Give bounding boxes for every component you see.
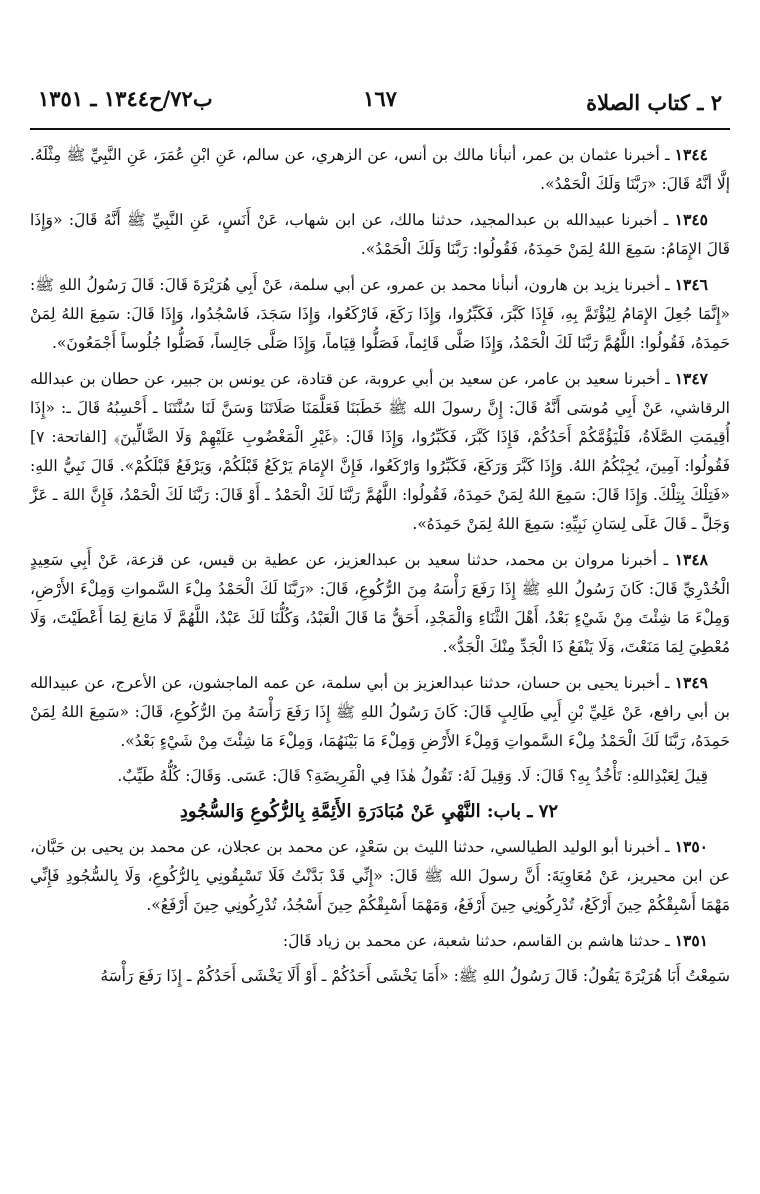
hadith-text: ـ أخبرنا أبو الوليد الطيالسي، حدثنا الليث بن سَعْدٍ، عن محمد بن عجلان، عن محمد بن يحيى بن حَبَّان، عن ابن محيريز، عَنْ مُعَاوِيَةَ: أَنَّ رسولَ الله ﷺ قَالَ: «إِنِّي قَدْ بَدَّنْتُ فَلَا تَسْبِقُونِي بِالرُّكُوعِ، وَلَا بِالسُّجُودِ فَإِنِّي مَهْمَا أَسْبِقْكُمْ حِينَ أَرْكَعُ، تُدْرِكُونِي حِينَ أَرْفَعُ، وَمَهْمَا أَسْبِقْكُمْ حِينَ أَسْجُدُ، تُدْرِكُونِي حِينَ أَرْفَعُ». (30, 838, 730, 914)
header-range: ب٧٢/ح١٣٤٤ ـ ١٣٥١ (38, 86, 213, 111)
hadith-paragraph (30, 205, 730, 264)
hadith-number: ١٣٤٨ (674, 550, 708, 569)
hadith-paragraph (30, 140, 730, 199)
chapter-heading: ٧٢ ـ باب: النَّهْيِ عَنْ مُبَادَرَةِ الأَئِمَّةِ بِالرُّكُوعِ وَالسُّجُودِ (179, 801, 559, 822)
hadith-number: ١٣٤٩ (674, 673, 708, 692)
hadith-paragraph (30, 832, 730, 920)
hadith-number: ١٣٤٧ (674, 369, 708, 388)
hadith-number: ١٣٤٦ (674, 275, 708, 294)
header-chapter: ٢ ـ كتاب الصلاة (586, 90, 722, 115)
hadith-text: ـ أخبرنا عثمان بن عمر، أنبأنا مالك بن أنس، عن الزهري، عن سالم، عَنِ ابْنِ عُمَرَ، عَنِ النَّبِيِّ ﷺ مِثْلَهُ. إلَّا أنَّهُ قَالَ: «رَبَّنَا وَلَكَ الْحَمْدُ». (30, 146, 730, 193)
hadith-number: ١٣٤٥ (674, 210, 708, 229)
hadith-text: ـ أخبرنا يحيى بن حسان، حدثنا عبدالعزيز بن أبي سلمة، عن عمه الماجشون، عن الأعرج، عن عبيدالله بن أبي رافع، عَنْ عَلِيِّ بْنِ أَبِي طَالِبٍ قَالَ: كَانَ رَسُولُ اللهِ ﷺ إِذَا رَفَعَ رَأْسَهُ مِنَ الرُّكُوعِ، قَالَ: «سَمِعَ اللهُ لِمَنْ حَمِدَهُ، رَبَّنَا لَكَ الْحَمْدُ مِلْءَ السَّمواتِ وَمِلْءَ الأَرْضِ وَمِلْءَ مَا بَيْنَهُمَا، وَمِلْءَ مَا شِئْتَ مِنْ شَيْءٍ بَعْدُ». (30, 674, 730, 750)
header-rule (30, 128, 730, 130)
continuation-line: سَمِعْتُ أَبَا هُرَيْرَةَ يَقُولُ: قَالَ رَسُولُ اللهِ ﷺ: «أَمَا يَخْشَى أَحَدُكُمْ ـ أَوْ أَلَا يَخْشَى أَحَدُكُمْ ـ إِذَا رَفَعَ رَأْسَهُ (100, 967, 730, 985)
hadith-number: ١٣٥٠ (674, 837, 708, 856)
hadith-text: ـ أخبرنا مروان بن محمد، حدثنا سعيد بن عبدالعزيز، عن عطية بن قيس، عن قزعة، عَنْ أَبِي سَعِيدٍ الْخُدْرِيِّ قَالَ: كَانَ رَسُولُ اللهِ ﷺ إِذَا رَفَعَ رَأْسَهُ مِنَ الرُّكُوعِ، قَالَ: «رَبَّنَا لَكَ الْحَمْدُ مِلْءَ السَّمواتِ وَمِلْءَ الأَرْضِ، وَمِلْءَ مَا شِئْتَ مِنْ شَيْءٍ بَعْدُ، أَهْلَ الثَّنَاءِ وَالْمَجْدِ، أَحَقُّ مَا قَالَ الْعَبْدُ، وَكُلُّنَا لَكَ عَبْدٌ، اللَّهُمَّ لَا مَانِعَ لِمَا أَعْطَيْتَ، وَلَا مُعْطِيَ لِمَا مَنَعْتَ، وَلَا يَنْفَعُ ذَا الْجَدِّ مِنْكَ الْجَدُّ». (30, 551, 730, 656)
hadith-number: ١٣٥١ (674, 931, 708, 950)
page-header (30, 0, 730, 115)
editor-note: قِيلَ لِعَبْدِاللهِ: تَأْخُذُ بِهِ؟ قَالَ: لَا. وَقِيلَ لَهُ: تَقُولُ هٰذَا فِي الْفَرِيضَةِ؟ قَالَ: عَسَى. وَقَالَ: كُلُّهُ طَيِّبٌ. (117, 767, 708, 785)
hadith-paragraph (30, 270, 730, 358)
hadith-text: ـ حدثنا هاشم بن القاسم، حدثنا شعبة، عن محمد بن زياد قَالَ: (282, 932, 670, 950)
hadith-text: ـ أخبرنا عبيدالله بن عبدالمجيد، حدثنا مالك، عن ابن شهاب، عَنْ أَنَسٍ، عَنِ النَّبِيِّ ﷺ أَنَّهُ قَالَ: «وَإِذَا قَالَ الإِمَامُ: سَمِعَ اللهُ لِمَنْ حَمِدَهُ، فَقُولُوا: رَبَّنَا وَلَكَ الْحَمْدُ». (30, 211, 730, 258)
hadith-text: ـ أخبرنا يزيد بن هارون، أنبأنا محمد بن عمرو، عن أبي سلمة، عَنْ أَبِي هُرَيْرَةَ قَالَ: قَالَ رَسُولُ اللهِ ﷺ: «إِنَّمَا جُعِلَ الإِمَامُ لِيُؤْتَمَّ بِهِ، فَإِذَا كَبَّرَ، فَكَبِّرُوا، وَإِذَا رَكَعَ، فَارْكَعُوا، وَإِذَا سَجَدَ، فَاسْجُدُوا، وَإِذَا قَالَ: سَمِعَ اللهُ لِمَنْ حَمِدَهُ، فَقُولُوا: اللَّهُمَّ رَبَّنَا لَكَ الْحَمْدُ، وَإِذَا صَلَّى قَائِماً، فَصَلُّوا قِيَاماً، وَإِذَا صَلَّى جَالِساً، فَصَلُّوا جُلُوساً أَجْمَعُونَ». (30, 276, 730, 352)
hadith-paragraph (30, 668, 730, 756)
page-body (30, 140, 730, 997)
page-number: ١٦٧ (363, 86, 397, 111)
hadith-text: ـ أخبرنا سعيد بن عامر، عن سعيد بن أبي عروبة، عن قتادة، عن يونس بن جبير، عن حطان بن عبدالله الرقاشي، عَنْ أَبِي مُوسَى أَنَّهُ قَالَ: إِنَّ رسولَ الله ﷺ خَطَبَنَا فَعَلَّمَنَا صَلَاتَنَا وَسَنَّ لَنَا سُنَّتَنَا ـ أَحْسِبُهُ قَالَ ـ: «إِذَا أُقِيمَتِ الصَّلَاةُ، فَلْيَؤُمَّكُمْ أَحَدُكُمْ، فَإِذَا كَبَّرَ، فَكَبِّرُوا، وَإِذَا قَالَ: ﴿غَيْرِ الْمَغْضُوبِ عَلَيْهِمْ وَلَا الضَّالِّينَ﴾ [الفاتحة: ٧] فَقُولُوا: آمِينَ، يُجِبْكُمُ اللهُ. وَإِذَا كَبَّرَ وَرَكَعَ، فَكَبِّرُوا وَارْكَعُوا، فَإِنَّ الإِمَامَ يَرْكَعُ قَبْلَكُمْ، وَيَرْفَعُ قَبْلَكُمْ». قَالَ نَبِيُّ اللهِ: «فَتِلْكَ بِتِلْكَ. وَإِذَا قَالَ: سَمِعَ اللهُ لِمَنْ حَمِدَهُ، فَقُولُوا: اللَّهُمَّ رَبَّنَا لَكَ الْحَمْدُ ـ أَوْ قَالَ: رَبَّنَا لَكَ الْحَمْدُ، فَإِنَّ اللهَ ـ عَزَّ وَجَلَّ ـ قَالَ عَلَى لِسَانِ نَبِيِّهِ: سَمِعَ اللهُ لِمَنْ حَمِدَهُ». (30, 370, 730, 533)
hadith-paragraph (30, 364, 730, 539)
hadith-number: ١٣٤٤ (674, 145, 708, 164)
hadith-paragraph (30, 926, 730, 956)
hadith-paragraph (30, 545, 730, 662)
